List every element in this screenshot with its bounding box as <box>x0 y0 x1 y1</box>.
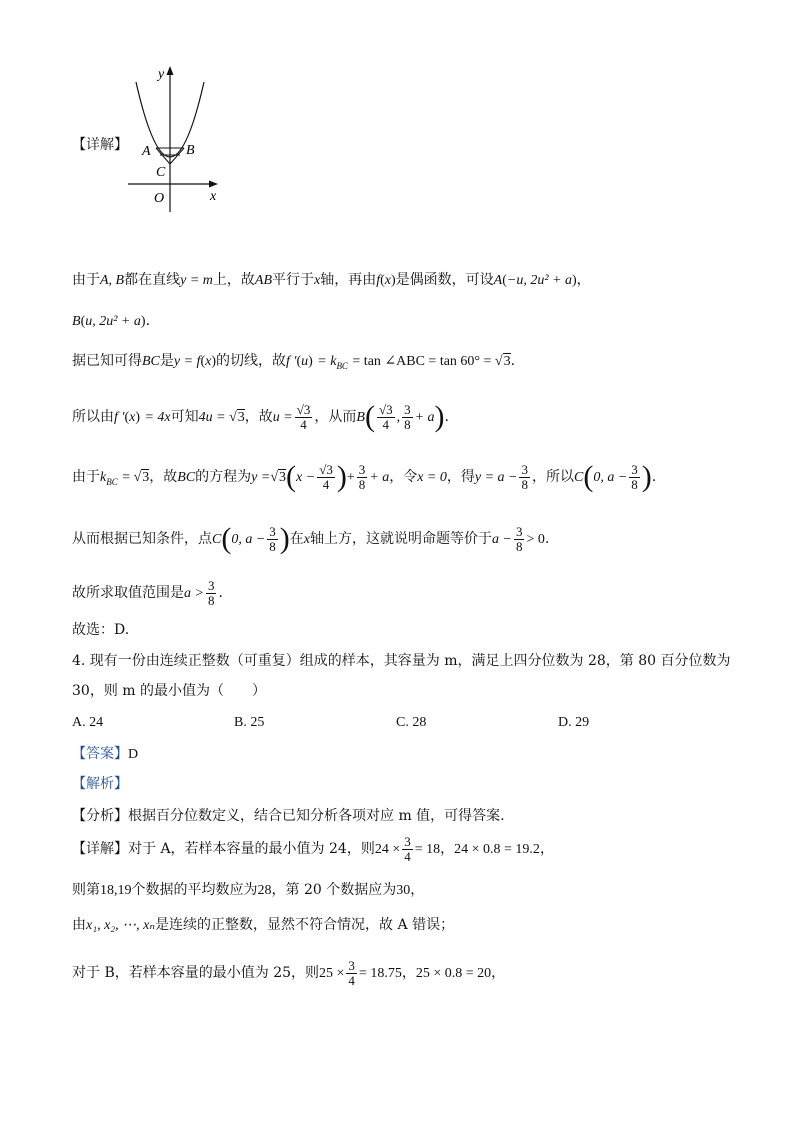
math: = tan ∠ABC = tan 60° = <box>352 354 495 369</box>
detail-label-text: 【详解】 <box>72 137 128 153</box>
denominator: 8 <box>404 416 411 432</box>
text: 平行于 <box>272 272 314 288</box>
sqrt-value: 3 <box>279 470 287 485</box>
text: . <box>145 313 151 329</box>
solution-line-9 <box>72 880 424 901</box>
solution-line-7 <box>72 578 223 609</box>
denominator: 8 <box>631 476 638 492</box>
math: = <box>122 470 134 485</box>
math: BC <box>177 470 196 485</box>
math: + a <box>369 470 390 485</box>
math: f <box>376 273 381 288</box>
math: 0, a − <box>231 532 266 547</box>
text: 可知 <box>170 409 199 425</box>
math: 4u = <box>198 410 230 425</box>
text: . <box>544 531 550 547</box>
math: y = f <box>173 354 201 369</box>
denominator: 4 <box>348 972 355 988</box>
fraction <box>629 463 640 492</box>
math: 0, a − <box>593 470 628 485</box>
math: AB <box>254 273 272 288</box>
denominator: 8 <box>515 538 523 554</box>
answer-label: 【答案】 <box>72 746 128 762</box>
label-A: A <box>142 144 151 159</box>
math: + a <box>414 410 435 425</box>
math: y = m <box>180 273 213 288</box>
math: C <box>573 470 584 485</box>
text: ，故 <box>149 469 178 485</box>
sqrt-value: 3 <box>142 470 150 485</box>
label-O: O <box>154 191 165 206</box>
fenxi-line <box>72 806 505 826</box>
text: 故所求取值范围是 <box>72 585 184 601</box>
numerator: √3 <box>296 401 311 417</box>
math: x = 0 <box>417 470 447 485</box>
fraction <box>519 463 530 492</box>
fenxi-text: 根据百分位数定义，结合已知分析各项对应 m 值，可得答案. <box>128 808 505 824</box>
denominator: 8 <box>358 476 366 492</box>
label-C: C <box>156 165 166 180</box>
fraction <box>357 463 368 492</box>
math: = 18 <box>414 842 441 857</box>
text: ，令 <box>389 469 418 485</box>
math: 24 × <box>374 842 401 857</box>
text: 由于 <box>72 272 100 288</box>
math: > 0 <box>526 532 545 547</box>
sqrt-value: 3 <box>503 354 511 369</box>
text: 对于 B，若样本容量的最小值为 25，则 <box>72 965 320 981</box>
math: B <box>356 410 365 425</box>
math: u = <box>272 410 293 425</box>
segment-BC <box>170 148 184 164</box>
analysis-line <box>72 774 128 794</box>
text: 上，故 <box>212 272 255 288</box>
fraction <box>514 525 525 554</box>
answer-line <box>72 744 138 765</box>
solution-line-6: 从而根据已知条件，点C(0, a − $\frac{3}{8}$ )在x轴上方，这就说明命题等价于a − $\frac{3}{8}$ > 0. <box>72 522 550 555</box>
text: ， <box>576 272 591 288</box>
math: f ′ <box>114 410 125 425</box>
option-a: A. 24 <box>72 715 104 730</box>
math: 24 × 0.8 = 19.2 <box>454 842 540 857</box>
math: y = a − <box>474 470 518 485</box>
solution-line-3: 据已知可得BC是y = f(x)的切线，故f $'(u) = k_{BC} = \tan$ ∠ABC = tan 60° = √3. <box>72 353 516 371</box>
numerator: 3 <box>404 833 411 849</box>
denominator: 8 <box>521 476 528 492</box>
fraction <box>317 463 335 492</box>
text: 是 <box>159 353 174 369</box>
numerator: 3 <box>358 461 366 477</box>
numerator: 3 <box>269 523 276 539</box>
text: . <box>444 409 449 425</box>
math: −u, 2u² + a <box>506 273 572 288</box>
solution-line-5: 由于$k_{BC} = √3$，故BC的方程为y =√3(x − $\frac{√3}{4}$ )+ $\frac{3}{8}$ + a，令x = 0，得y = a − $\frac{3}{8}$ ，所以C(0, a − $\frac{3}{8}$ ). <box>72 460 657 493</box>
segment-AC <box>156 148 170 164</box>
denominator: 4 <box>382 416 389 432</box>
text: 在 <box>289 531 304 547</box>
text: ， <box>410 882 425 898</box>
text: 所以由 <box>72 409 114 425</box>
question-text: 30，则 m 的最小值为（ ） <box>72 683 266 699</box>
label-y: y <box>158 67 165 82</box>
text: . <box>218 585 223 601</box>
math: k <box>100 470 107 485</box>
denominator: 8 <box>207 592 215 608</box>
fraction <box>377 403 395 432</box>
math: B <box>72 314 81 329</box>
label-B: B <box>186 143 195 158</box>
math: = k <box>317 354 337 369</box>
text: 是偶函数，可设 <box>395 272 494 288</box>
math: u, 2u² + a <box>85 314 141 329</box>
math: = 18.75 <box>358 966 402 981</box>
math: x <box>303 532 311 547</box>
math: C <box>212 532 222 547</box>
math: u <box>301 354 309 369</box>
math: 18,19 <box>100 883 132 898</box>
math-subscript: BC <box>336 360 348 371</box>
text: 轴，再由 <box>320 272 377 288</box>
math: x <box>384 273 391 288</box>
math-subscript: BC <box>106 476 118 487</box>
detail-label: 【详解】 <box>72 841 128 857</box>
text: 个数据的平均数应为 <box>131 882 258 898</box>
analysis-label: 【解析】 <box>72 776 128 792</box>
math: x <box>314 273 321 288</box>
y-axis-arrow <box>167 66 174 75</box>
text: ， <box>401 965 416 981</box>
sqrt-value: 3 <box>237 410 245 425</box>
fraction <box>295 403 313 432</box>
text: ， <box>491 965 506 981</box>
text: 是连续的正整数，显然不符合情况，故 A 错误； <box>155 917 455 933</box>
question-4-line-2 <box>72 681 266 701</box>
denominator: 4 <box>404 848 411 864</box>
solution-line-11 <box>72 956 505 991</box>
text: 轴上方，这就说明命题等价于 <box>310 531 493 547</box>
numerator: 3 <box>515 523 523 539</box>
math: BC <box>142 354 160 369</box>
solution-line-2: B(u, 2u² + a). <box>72 313 151 329</box>
numerator: √3 <box>378 401 393 417</box>
math: 30 <box>396 883 411 898</box>
solution-line-8 <box>72 620 129 640</box>
fraction <box>346 959 357 988</box>
math: a > <box>184 586 204 601</box>
numerator: √3 <box>319 461 333 477</box>
detail-2-line <box>72 832 554 867</box>
text: ，故 <box>244 409 273 425</box>
math: a − <box>492 532 512 547</box>
text: 的方程为 <box>195 469 252 485</box>
label-x: x <box>210 189 217 204</box>
parabola-graph <box>120 62 230 222</box>
math: x <box>129 410 136 425</box>
fraction <box>402 835 413 864</box>
text: 故选：D. <box>72 622 130 638</box>
text: 由于 <box>72 469 100 485</box>
text: ，所以 <box>531 469 574 485</box>
option-c: C. 28 <box>396 715 427 730</box>
math: f ′ <box>286 354 297 369</box>
fraction <box>267 525 278 554</box>
text: ， <box>539 841 554 857</box>
text: 则第 <box>72 882 100 898</box>
math: A, B <box>100 273 125 288</box>
math: A <box>493 273 503 288</box>
option-d: D. 29 <box>558 715 590 730</box>
numerator: 3 <box>631 461 638 477</box>
option-b: B. 25 <box>234 715 265 730</box>
fenxi-label: 【分析】 <box>72 808 128 824</box>
math: y = <box>251 470 271 485</box>
math: + <box>346 470 355 485</box>
text: 据已知可得 <box>72 353 142 369</box>
math: = 4x <box>144 410 171 425</box>
numerator: 3 <box>404 401 411 417</box>
denominator: 4 <box>300 416 307 432</box>
numerator: 3 <box>521 461 528 477</box>
fraction <box>402 403 413 432</box>
text: 从而根据已知条件，点 <box>72 531 212 547</box>
solution-line-1: 由于A, B都在直线y = m上，故AB平行于x轴，再由f(x)是偶函数，可设A(−u, 2u² + a)， <box>72 272 591 288</box>
denominator: 8 <box>269 538 276 554</box>
text: 对于 A，若样本容量的最小值为 24，则 <box>128 841 375 857</box>
text: ， <box>440 841 455 857</box>
question-text: 4. 现有一份由连续正整数（可重复）组成的样本，其容量为 m，满足上四分位数为 28，第 80 百分位数为 <box>72 653 731 669</box>
denominator: 4 <box>322 476 330 492</box>
math: 28 <box>257 883 272 898</box>
math: x − <box>296 470 316 485</box>
text: ，得 <box>446 469 475 485</box>
answer-value: D <box>128 747 139 762</box>
solution-line-10 <box>72 915 454 936</box>
text: 的切线，故 <box>216 353 287 369</box>
math: 25 × <box>319 966 345 981</box>
detail-label <box>72 135 128 155</box>
text: . <box>651 469 657 485</box>
fraction <box>206 579 217 608</box>
x-axis-arrow <box>209 181 218 188</box>
math: 25 × 0.8 = 20 <box>415 966 492 981</box>
math: x <box>205 354 212 369</box>
text: . <box>510 353 516 369</box>
numerator: 3 <box>348 957 355 973</box>
solution-line-4: 所以由f ′(x) = 4x可知4u = √3，故u = $\frac{√3}{4}$ ，从而B( $\frac{√3}{4}$ , $\frac{3}{8}$ + a). <box>72 400 449 433</box>
text: 由 <box>72 917 86 933</box>
numerator: 3 <box>207 577 215 593</box>
text: ，从而 <box>314 409 357 425</box>
math: x₁, x₂, ⋯, xₙ <box>86 918 156 933</box>
question-4-line-1 <box>72 651 731 671</box>
text: 都在直线 <box>124 272 181 288</box>
text: ，第 20 个数据应为 <box>271 882 397 898</box>
